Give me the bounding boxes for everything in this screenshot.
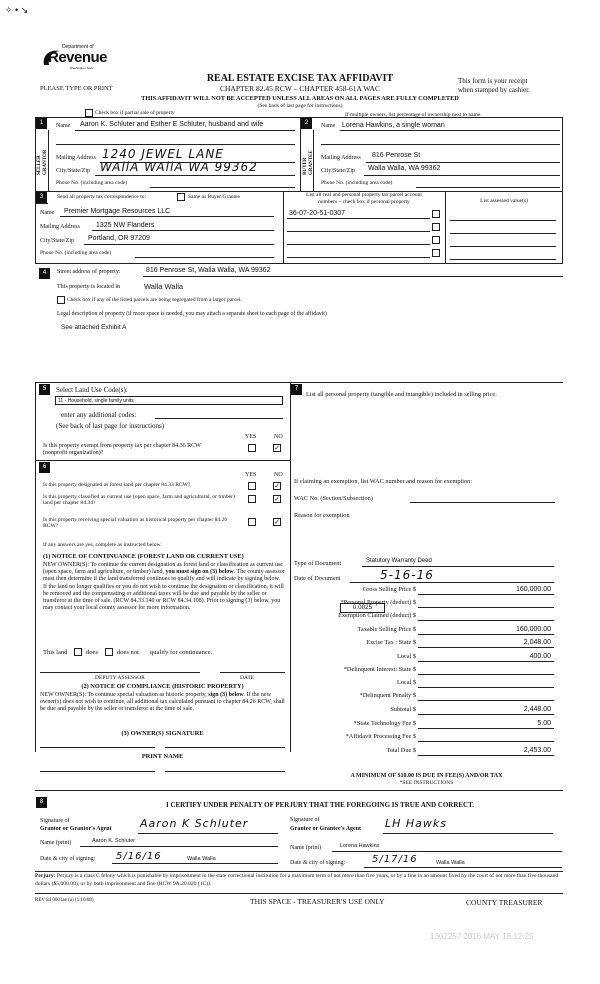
fee-label: *Delinquent Interest: State $ bbox=[343, 666, 416, 673]
receipt-note-2: when stamped by cashier. bbox=[458, 86, 530, 94]
seller-mailing-label: Mailing Address bbox=[56, 155, 96, 161]
land-use-label: Select Land Use Code(s): bbox=[56, 386, 128, 394]
buyer-city[interactable]: Walla Walla, WA 99362 bbox=[368, 165, 441, 172]
reason-label: Reason for exemption bbox=[294, 512, 350, 519]
grantee-sig-label-2: Grantee or Grantee's Agent bbox=[290, 826, 362, 832]
current-use-question: Is this property classified as current use (open space, farm and agricultural, or timber) land per chapter 84.34? bbox=[43, 494, 235, 507]
corr-mailing-label: Mailing Address bbox=[40, 224, 80, 230]
logo-name: Revenue bbox=[48, 49, 108, 66]
corr-city[interactable]: Portland, OR 97209 bbox=[88, 235, 150, 242]
fee-label: *Personal Property (deduct) $ bbox=[340, 599, 416, 606]
personal-property-checkbox[interactable] bbox=[432, 249, 440, 257]
parcel-number[interactable]: 36-07-20-51-0307 bbox=[289, 210, 346, 217]
doc-type-label: Type of Document bbox=[294, 560, 342, 567]
buyer-side-label: BUYER GRANTEE bbox=[303, 150, 314, 175]
fee-value[interactable]: 160,000.00 bbox=[515, 626, 551, 633]
grantee-signature[interactable]: LH Hawks bbox=[385, 817, 448, 830]
grantor-city[interactable]: Walla Walla bbox=[187, 856, 216, 862]
form-title: REAL ESTATE EXCISE TAX AFFIDAVIT bbox=[206, 73, 394, 84]
additional-codes-label: enter any additional codes: bbox=[61, 411, 137, 419]
no-header: NO bbox=[274, 472, 283, 478]
county-treasurer-label: COUNTY TREASURER bbox=[466, 898, 543, 907]
fee-label: Excise Tax : State $ bbox=[366, 639, 416, 646]
seller-phone-label: Phone No. (including area code) bbox=[56, 180, 128, 186]
seller-city-label: City/State/Zip bbox=[56, 168, 90, 174]
qualify-label: qualify for continuance. bbox=[150, 649, 213, 656]
personal-property-checkbox[interactable] bbox=[432, 210, 440, 218]
grantee-name-label: Name (print) bbox=[290, 845, 322, 851]
does-not-label: does not bbox=[117, 649, 139, 656]
fee-value[interactable]: 2,048.00 bbox=[523, 639, 551, 646]
section-1-number: 1 bbox=[36, 118, 47, 129]
assessed-header: List assessed value(s) bbox=[480, 198, 528, 204]
buyer-city-label: City/State/Zip bbox=[321, 168, 355, 174]
no-header: NO bbox=[274, 434, 283, 440]
logo-state: Washington State bbox=[70, 66, 94, 70]
grantor-signature[interactable]: Aaron K Schluter bbox=[140, 817, 249, 830]
fee-value[interactable]: 5.00 bbox=[537, 720, 551, 727]
section-3-number: 3 bbox=[36, 192, 47, 203]
section-2-number: 2 bbox=[301, 118, 312, 129]
fee-label: *State Technology Fee $ bbox=[353, 720, 416, 727]
seller-city[interactable]: WAllA WAllA WA 99362 bbox=[100, 160, 258, 174]
property-located[interactable]: Walla Walla bbox=[144, 282, 184, 291]
section-5-number: 5 bbox=[39, 384, 50, 395]
exemption-question: If claiming an exemption, list WAC number and reason for exemption: bbox=[294, 478, 473, 485]
land-use-code-select[interactable]: 11 - Household, single family units bbox=[55, 396, 283, 405]
land-use-see-back: (See back of last page for instructions) bbox=[56, 422, 165, 430]
fee-label: *Affidavit Processing Fee $ bbox=[345, 733, 416, 740]
grantee-city[interactable]: Walla Walla bbox=[436, 860, 465, 866]
forest-land-question: Is this property designated as forest land per chapter 84.33 RCW? bbox=[43, 482, 191, 488]
parcels-header: List all real and personal property tax parcel account bbox=[306, 192, 422, 198]
fee-label: Gross Selling Price $ bbox=[362, 586, 416, 593]
seller-name-label: Name bbox=[56, 123, 71, 129]
date-label: DATE bbox=[240, 675, 255, 681]
partial-sale-label: Check box if partial sale of property bbox=[95, 110, 175, 116]
yes-header: YES bbox=[245, 472, 257, 478]
partial-sale-checkbox[interactable] bbox=[85, 109, 93, 117]
personal-property-label: List all personal property (tangible and intangible) included in selling price. bbox=[306, 391, 497, 398]
does-label: does bbox=[86, 649, 98, 656]
wac-label: WAC No. (Section/Subsection) bbox=[294, 495, 373, 502]
grantor-name[interactable]: Aaron K. Schluter bbox=[92, 838, 136, 844]
fee-value[interactable]: 160,000.00 bbox=[515, 586, 551, 593]
fee-value[interactable]: 2,448.00 bbox=[523, 706, 551, 713]
fee-label: Exemption Claimed (deduct) $ bbox=[338, 612, 416, 619]
seller-mailing[interactable]: 1240 JEWEL LANE bbox=[102, 147, 224, 161]
section-8-number: 8 bbox=[36, 797, 47, 808]
grantee-sig-label: Signature of bbox=[290, 817, 320, 823]
fee-label: Total Due $ bbox=[386, 747, 416, 754]
legal-description[interactable]: See attached Exhibit A bbox=[61, 324, 127, 331]
corr-city-label: City/State/Zip bbox=[40, 238, 74, 244]
fee-label: Taxable Selling Price $ bbox=[357, 626, 416, 633]
certify-statement: I CERTIFY UNDER PENALTY OF PERJURY THAT THE FOREGOING IS TRUE AND CORRECT. bbox=[165, 801, 474, 809]
grantor-name-label: Name (print) bbox=[40, 840, 72, 846]
historical-yes-checkbox[interactable] bbox=[248, 518, 256, 526]
scan-marks: ✧ • ↘ bbox=[5, 5, 29, 15]
corr-name[interactable]: Premier Mortgage Resources LLC bbox=[64, 208, 171, 215]
parcels-header-2: numbers – check box if personal property bbox=[318, 199, 410, 205]
doc-date-label: Date of Document bbox=[294, 575, 341, 582]
grantor-date[interactable]: 5/16/16 bbox=[116, 851, 162, 862]
fee-value[interactable]: 2,453.00 bbox=[523, 747, 551, 754]
please-type: PLEASE TYPE OR PRINT bbox=[40, 85, 113, 92]
does-not-qualify-checkbox[interactable] bbox=[105, 648, 113, 656]
seller-side-label: SELLER GRANTOR bbox=[37, 149, 48, 175]
doc-date[interactable]: 5-16-16 bbox=[380, 568, 434, 582]
correspondence-label: Send all property tax correspondence to: bbox=[57, 194, 147, 200]
historical-question: Is this property receiving special valuation as historical property per chapter 84.26 RCW? bbox=[43, 517, 228, 530]
grantor-sig-label-2: Grantor or Grantor's Agent bbox=[40, 826, 112, 832]
personal-property-checkbox[interactable] bbox=[432, 223, 440, 231]
corr-phone-label: Phone No. (including area code) bbox=[40, 250, 112, 256]
see-instructions: *SEE INSTRUCTIONS bbox=[399, 780, 454, 786]
exempt-yes-checkbox[interactable] bbox=[248, 444, 256, 452]
receipt-stamp: 1302257 2016 MAY 18 12:25 bbox=[430, 932, 534, 941]
perjury-notice: Perjury: Perjury is a class C felony which is punishable by imprisonment in the state correctional institution for a maximum term of not more than five years, or by a fine in an amount fixed by the court of not more than five thousand dollars ($5,000.00), or by both imprisonment and fine (RCW 9A.20.020 (1C)). bbox=[35, 873, 559, 887]
buyer-mailing[interactable]: 816 Penrose St bbox=[372, 152, 421, 159]
current-use-yes-checkbox[interactable] bbox=[248, 495, 256, 503]
grantee-name[interactable]: Lorena Hawkins bbox=[340, 843, 380, 849]
form-revision: REV 84 0001ae (a) (1/10/08) bbox=[35, 898, 94, 903]
chapter: CHAPTER 82.45 RCW – CHAPTER 458-61A WAC bbox=[220, 84, 380, 93]
segregated-label: Check box if any of the listed parcels are being segregated from a larger parcel. bbox=[67, 297, 242, 303]
legal-label: Legal description of property (if more space is needed, you may attach a separate sheet to each page of the affidavit) bbox=[57, 311, 327, 317]
exempt-question: Is this property exempt from property tax per chapter 84.36 RCW (nonprofit organization)? bbox=[43, 443, 201, 456]
corr-mailing[interactable]: 1325 NW Flanders bbox=[96, 222, 155, 229]
grantor-sig-label: Signature of bbox=[40, 818, 70, 824]
doc-type[interactable]: Statutory Warranty Deed bbox=[366, 558, 432, 564]
grantor-date-label: Date & city of signing: bbox=[40, 856, 96, 862]
compliance-title: (2) NOTICE OF COMPLIANCE (HISTORIC PROPERTY) bbox=[81, 683, 244, 690]
does-qualify-checkbox[interactable] bbox=[74, 648, 82, 656]
buyer-name[interactable]: Lorena Hawkins, a single woman bbox=[342, 122, 445, 129]
buyer-mailing-label: Mailing Address bbox=[321, 155, 361, 161]
fee-label: Local $ bbox=[396, 679, 416, 686]
continuance-title: (1) NOTICE OF CONTINUANCE (FOREST LAND OR CURRENT USE) bbox=[43, 553, 244, 560]
owner-signature-label: (3) OWNER(S) SIGNATURE bbox=[121, 730, 204, 737]
segregated-checkbox[interactable] bbox=[57, 296, 65, 304]
deputy-assessor-label: DEPUTY ASSESSOR bbox=[95, 675, 145, 681]
forest-no-checkbox[interactable]: ✓ bbox=[274, 482, 280, 490]
buyer-phone-label: Phone No. (including area code) bbox=[321, 180, 393, 186]
fee-label: Local $ bbox=[396, 653, 416, 660]
same-as-buyer-checkbox[interactable] bbox=[177, 193, 185, 201]
minimum-notice: A MINIMUM OF $10.00 IS DUE IN FEE(S) AND/OR TAX bbox=[350, 773, 503, 779]
located-label: This property is located in bbox=[57, 284, 120, 290]
acceptance-notice: THIS AFFIDAVIT WILL NOT BE ACCEPTED UNLESS ALL AREAS ON ALL PAGES ARE FULLY COMPLETED bbox=[141, 95, 459, 102]
personal-property-checkbox[interactable] bbox=[432, 236, 440, 244]
yes-header: YES bbox=[245, 434, 257, 440]
receipt-note: This form is your receipt bbox=[458, 77, 528, 85]
street-label: Street address of property: bbox=[57, 269, 121, 275]
same-as-buyer-label: Same as Buyer/Grantee bbox=[188, 194, 240, 200]
fee-label: Subtotal $ bbox=[390, 706, 416, 713]
fee-value[interactable]: 400.00 bbox=[529, 653, 551, 660]
fee-label: *Delinquent Penalty $ bbox=[359, 692, 416, 699]
buyer-name-label: Name bbox=[321, 123, 336, 129]
see-back: (See back of last page for instructions) bbox=[257, 103, 343, 109]
logo-dept: Department of bbox=[62, 44, 94, 50]
print-name-label: PRINT NAME bbox=[141, 753, 184, 760]
section-7-number: 7 bbox=[291, 384, 302, 395]
exempt-no-checkbox[interactable]: ✓ bbox=[274, 444, 280, 452]
current-use-no-checkbox[interactable]: ✓ bbox=[274, 495, 280, 503]
continuance-text: NEW OWNER(S): To continue the current designation as forest land or classification as current use (open space, farm and agriculture, or timber) land, you must sign on (3) below. The county assessor must then determine if the land transferred continues to qualify and will indicate by signing below. If the land no longer qualifies or you do not wish to continue the designation or classification, it will be removed and the compensating or additional taxes will be due and payable by the seller or transferor at the time of sale. (RCW 84.33.140 or RCW 84.34.108). Prior to signing (3) below, you may contact your local county assessor for more information. bbox=[43, 562, 285, 612]
property-street[interactable]: 816 Penrose St, Walla Walla, WA 99362 bbox=[146, 267, 271, 274]
seller-name[interactable]: Aaron K. Schluter and Esther E Schluter, husband and wife bbox=[80, 121, 264, 128]
forest-yes-checkbox[interactable] bbox=[248, 482, 256, 490]
corr-name-label: Name bbox=[40, 210, 55, 216]
section-6-number: 6 bbox=[39, 462, 50, 473]
grantee-date[interactable]: 5/17/16 bbox=[372, 854, 418, 865]
multiple-owners-note: If multiple owners, list percentage of ownership next to name. bbox=[345, 112, 482, 118]
if-yes-note: If any answers are yes, complete as instructed below. bbox=[43, 542, 162, 548]
compliance-text: NEW OWNER(S): To continue special valuation as historic property, sign (3) below. If the new owner(s) does not wish to continue, all additional tax calculated pursuant to chapter 84.26 RCW, shall be due and payable by the seller or transferor at the time of sale. bbox=[40, 692, 285, 712]
treasurer-space-label: THIS SPACE - TREASURER'S USE ONLY bbox=[250, 897, 385, 906]
local-rate-field[interactable]: 0.0025 bbox=[340, 603, 385, 613]
section-4-number: 4 bbox=[39, 268, 50, 279]
grantee-date-label: Date & city of signing: bbox=[290, 860, 346, 866]
this-land-label: This land bbox=[43, 649, 68, 656]
historical-no-checkbox[interactable]: ✓ bbox=[274, 518, 280, 526]
